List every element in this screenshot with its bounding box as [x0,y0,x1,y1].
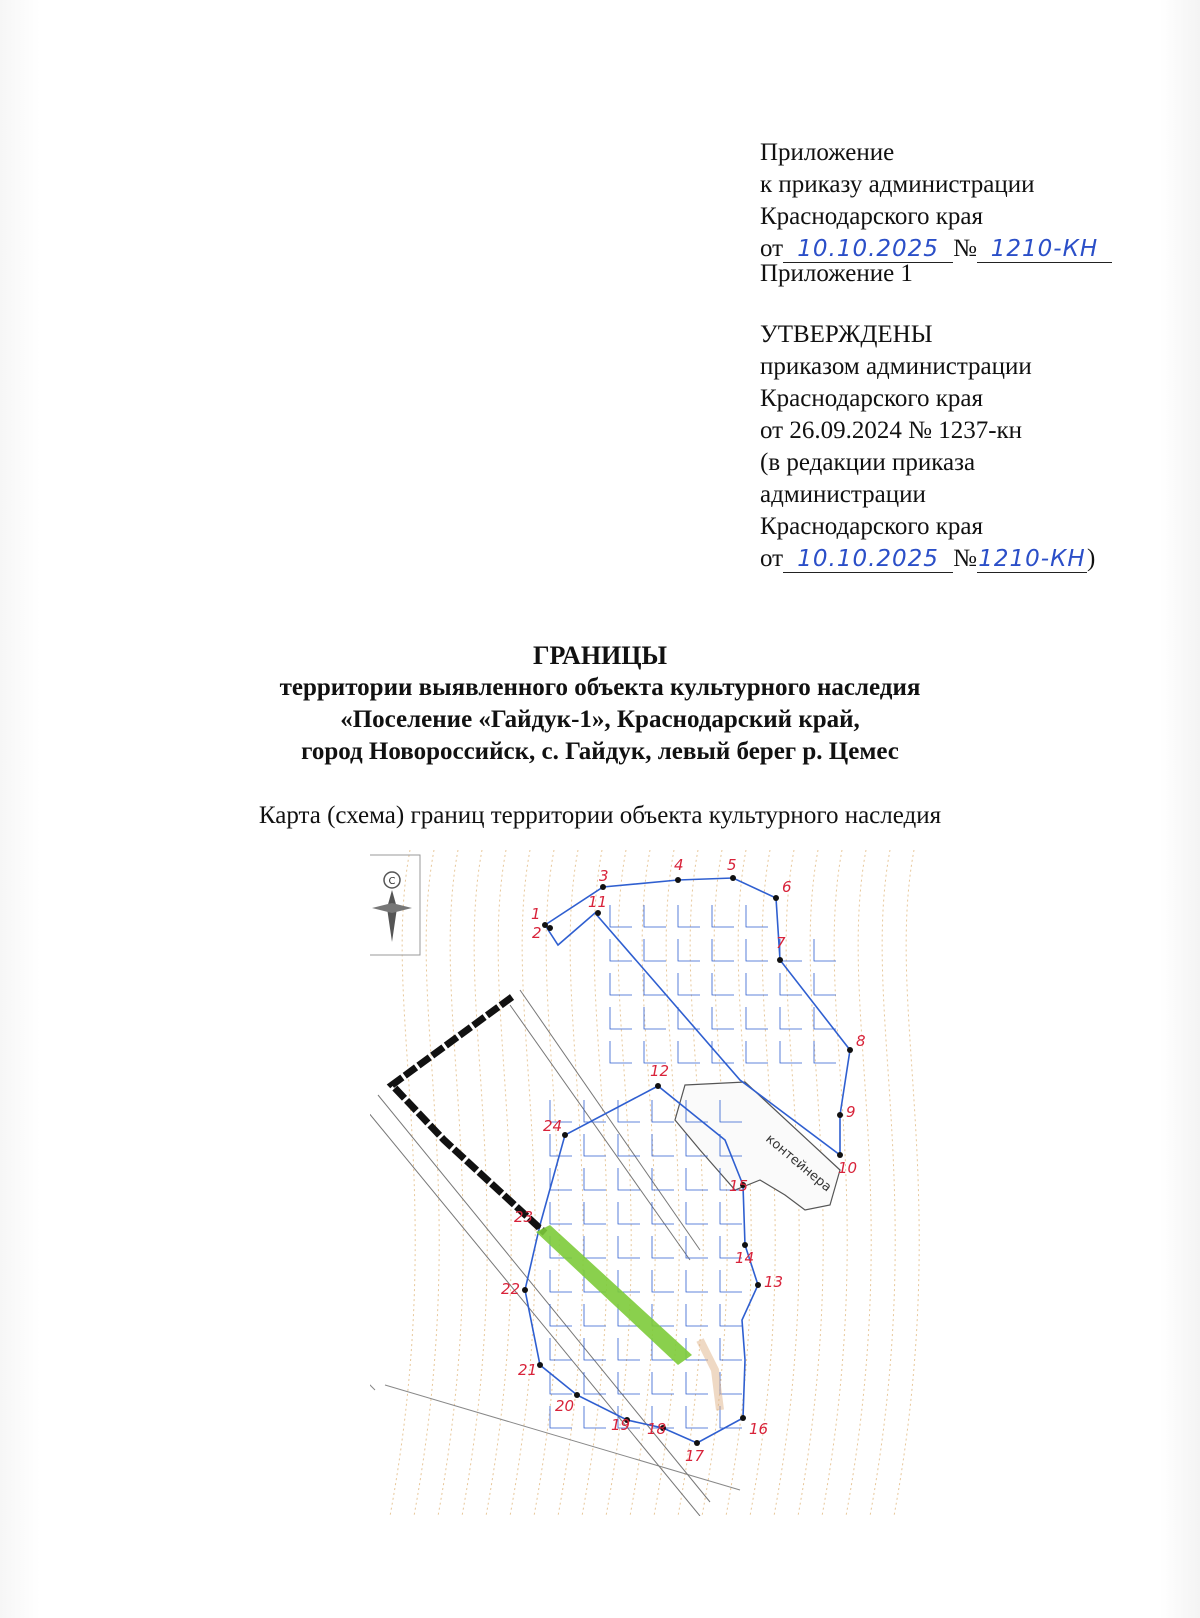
handwritten-date: 10.10.2025 [783,236,953,263]
point-label: 9 [846,1103,856,1121]
point-label: 10 [838,1159,858,1177]
approved-line-4: (в редакции приказа [760,449,976,476]
boundary-vertex [562,1132,568,1138]
point-label: 8 [856,1032,866,1050]
approved-line-2: Краснодарского края [760,385,983,412]
title-main: ГРАНИЦЫ [532,641,668,670]
boundary-vertex [837,1112,843,1118]
map-svg [370,850,920,1516]
boundary-vertex [694,1440,700,1446]
boundary-vertex [777,957,783,963]
appendix-header [760,137,1112,265]
point-label: 24 [543,1117,563,1135]
point-label: 3 [599,867,609,885]
point-label: 14 [735,1249,755,1267]
approved-heading: УТВЕРЖДЕНЫ [760,321,933,348]
point-label: 5 [727,856,737,874]
boundary-vertex [730,875,736,881]
boundary-vertex [547,925,553,931]
boundary-vertex [542,922,548,928]
boundary-map [370,850,920,1516]
boundary-vertex [755,1282,761,1288]
point-label: 21 [518,1361,538,1379]
boundary-vertex [773,895,779,901]
from-prefix: от [760,235,784,262]
point-label: 4 [674,856,684,874]
approved-block [760,319,1095,575]
point-label: 2 [532,924,542,942]
handwritten-date: 10.10.2025 [783,546,953,573]
point-label: 20 [555,1397,575,1415]
approved-order-ref [760,543,1095,575]
boundary-vertex [655,1083,661,1089]
map-caption: Карта (схема) границ территории объекта культурного наследия [258,802,942,829]
boundary-vertex [847,1047,853,1053]
appendix-title: Приложение [760,139,895,166]
title-line-2: «Поселение «Гайдук-1», Краснодарский край, [340,706,860,733]
number-sign: № [953,235,977,262]
appendix-1: Приложение 1 [760,260,913,287]
boundary-vertex [522,1287,528,1293]
title-line-3: город Новороссийск, с. Гайдук, левый берег р. Цемес [301,738,899,765]
document-title [0,640,1200,768]
approved-line-5: администрации [760,481,926,508]
approved-line-1: приказом администрации [760,353,1032,380]
boundary-vertex [742,1242,748,1248]
point-label: 23 [514,1208,534,1226]
point-label: 17 [685,1447,705,1465]
approved-line-3: от 26.09.2024 № 1237-кн [760,417,1023,444]
handwritten-number: 1210-КН [978,546,1086,572]
appendix-to-order: к приказу администрации [760,171,1035,198]
point-label: 18 [647,1420,667,1438]
boundary-vertex [537,1362,543,1368]
boundary-vertex [675,877,681,883]
point-label: 11 [588,893,608,911]
building-label: контейнера [762,1131,835,1196]
number-sign: № [953,545,977,572]
boundary-vertex [574,1392,580,1398]
approved-line-6: Краснодарского края [760,513,983,540]
from-prefix: от [760,545,784,572]
point-label: 12 [650,1062,670,1080]
point-label: 6 [782,878,792,896]
point-label: 13 [764,1273,784,1291]
boundary-vertex [740,1415,746,1421]
point-label: 1 [531,905,541,923]
point-label: 7 [776,934,786,952]
point-label: 16 [749,1420,769,1438]
handwritten-number: 1210-КН [977,236,1112,263]
point-label: 22 [501,1280,521,1298]
title-line-1: территории выявленного объекта культурного наследия [279,674,921,701]
point-label: 19 [611,1416,631,1434]
close-paren: ) [1086,545,1096,572]
boundary-vertex [837,1152,843,1158]
appendix-region: Краснодарского края [760,203,983,230]
boundary-vertex [535,1223,541,1229]
north-letter: С [388,876,396,887]
point-label: 15 [729,1177,749,1195]
